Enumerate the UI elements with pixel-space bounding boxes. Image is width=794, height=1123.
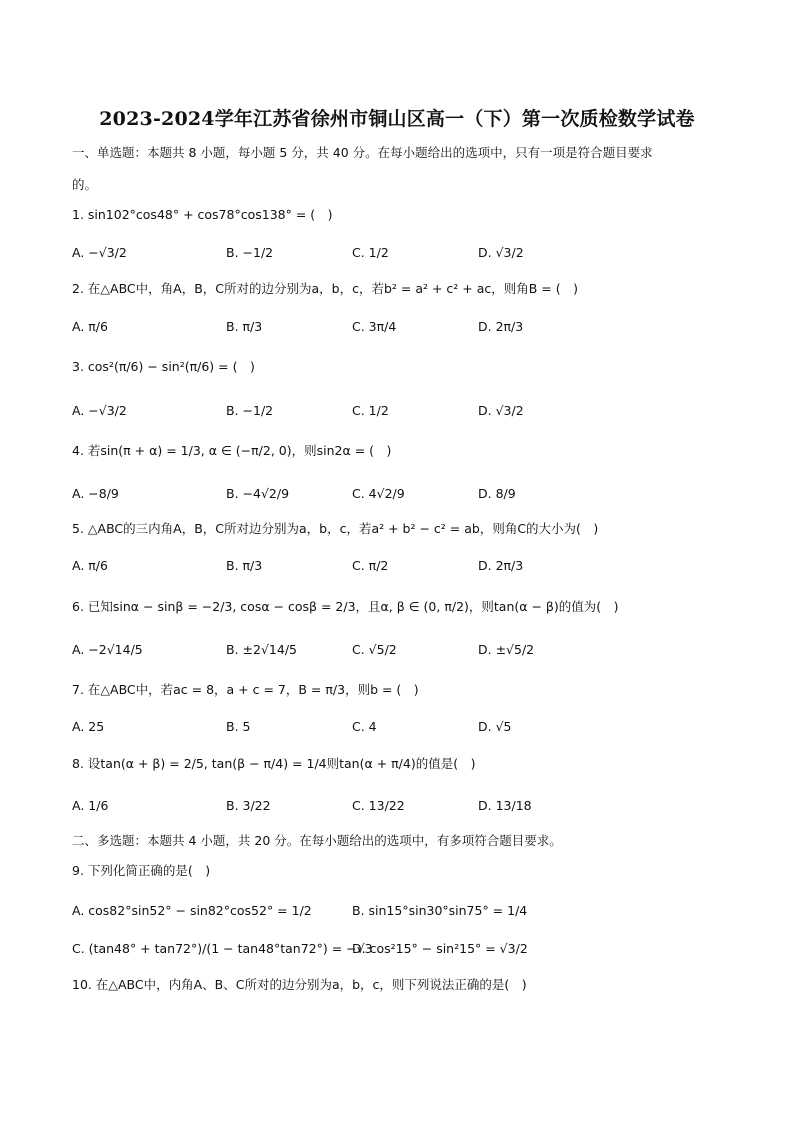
- option-d[interactable]: D. 2π/3: [478, 557, 524, 573]
- option-b[interactable]: B. 5: [226, 718, 251, 734]
- option-b[interactable]: B. π/3: [226, 557, 263, 573]
- option-a[interactable]: A. −8/9: [72, 485, 119, 501]
- option-d[interactable]: D. cos²15° − sin²15° = √3/2: [352, 940, 528, 956]
- section-2-heading: 二、多选题：本题共 4 小题，共 20 分。在每小题给出的选项中，有多项符合题目要求。: [72, 833, 562, 848]
- question-3-stem: 3. cos²(π/6) − sin²(π/6) = ( ): [72, 359, 255, 374]
- option-c[interactable]: C. √5/2: [352, 641, 397, 657]
- question-10-stem: 10. 在△ABC中，内角A、B、C所对的边分别为a，b，c，则下列说法正确的是( ): [72, 977, 527, 992]
- question-1-options: [72, 240, 632, 264]
- option-b[interactable]: B. ±2√14/5: [226, 641, 297, 657]
- option-c[interactable]: C. (tan48° + tan72°)/(1 − tan48°tan72°) = −√3: [72, 940, 373, 956]
- question-7-options: [72, 714, 632, 738]
- option-b[interactable]: B. −1/2: [226, 402, 274, 418]
- option-a[interactable]: A. π/6: [72, 557, 108, 573]
- option-d[interactable]: D. 8/9: [478, 485, 516, 501]
- question-1-stem: 1. sin102°cos48° + cos78°cos138° = ( ): [72, 207, 333, 222]
- question-4-options: [72, 481, 632, 505]
- option-a[interactable]: A. −2√14/5: [72, 641, 143, 657]
- option-c[interactable]: C. 1/2: [352, 402, 389, 418]
- question-2-options: [72, 314, 632, 338]
- option-b[interactable]: B. sin15°sin30°sin75° = 1/4: [352, 902, 528, 918]
- option-b[interactable]: B. −1/2: [226, 244, 274, 260]
- option-d[interactable]: D. √3/2: [478, 244, 524, 260]
- page-title: 2023-2024学年江苏省徐州市铜山区高一（下）第一次质检数学试卷: [99, 108, 695, 130]
- section-1-heading: 一、单选题：本题共 8 小题，每小题 5 分，共 40 分。在每小题给出的选项中，只有一项是符合题目要求: [72, 145, 653, 160]
- option-a[interactable]: A. 1/6: [72, 797, 109, 813]
- question-4-stem: 4. 若sin(π + α) = 1/3, α ∈ (−π/2, 0)，则sin2α = ( ): [72, 443, 392, 458]
- option-c[interactable]: C. π/2: [352, 557, 389, 573]
- question-6-options: [72, 637, 632, 661]
- question-8-stem: 8. 设tan(α + β) = 2/5, tan(β − π/4) = 1/4则tan(α + π/4)的值是( ): [72, 756, 476, 771]
- option-c[interactable]: C. 1/2: [352, 244, 389, 260]
- option-a[interactable]: A. 25: [72, 718, 105, 734]
- question-9-options-row2: [72, 936, 632, 960]
- question-5-stem: 5. △ABC的三内角A，B，C所对边分别为a，b，c，若a² + b² − c² = ab，则角C的大小为( ): [72, 521, 599, 536]
- option-a[interactable]: A. −√3/2: [72, 402, 127, 418]
- option-d[interactable]: D. 13/18: [478, 797, 532, 813]
- option-c[interactable]: C. 4: [352, 718, 377, 734]
- option-c[interactable]: C. 4√2/9: [352, 485, 405, 501]
- option-c[interactable]: C. 13/22: [352, 797, 405, 813]
- option-a[interactable]: A. cos82°sin52° − sin82°cos52° = 1/2: [72, 902, 312, 918]
- option-b[interactable]: B. π/3: [226, 318, 263, 334]
- option-d[interactable]: D. 2π/3: [478, 318, 524, 334]
- option-b[interactable]: B. −4√2/9: [226, 485, 290, 501]
- option-d[interactable]: D. √3/2: [478, 402, 524, 418]
- question-9-stem: 9. 下列化简正确的是( ): [72, 863, 211, 878]
- question-8-options: [72, 793, 632, 817]
- question-5-options: [72, 553, 632, 577]
- question-7-stem: 7. 在△ABC中，若ac = 8，a + c = 7，B = π/3，则b = ( ): [72, 682, 419, 697]
- section-1-heading-cont: 的。: [72, 177, 98, 192]
- option-b[interactable]: B. 3/22: [226, 797, 271, 813]
- question-9-options-row1: [72, 898, 632, 922]
- question-6-stem: 6. 已知sinα − sinβ = −2/3, cosα − cosβ = 2/3，且α, β ∈ (0, π/2)，则tan(α − β)的值为( ): [72, 599, 619, 614]
- option-a[interactable]: A. −√3/2: [72, 244, 127, 260]
- option-d[interactable]: D. √5: [478, 718, 512, 734]
- question-3-options: [72, 398, 632, 422]
- option-c[interactable]: C. 3π/4: [352, 318, 397, 334]
- option-d[interactable]: D. ±√5/2: [478, 641, 535, 657]
- option-a[interactable]: A. π/6: [72, 318, 108, 334]
- question-2-stem: 2. 在△ABC中，角A，B，C所对的边分别为a，b，c，若b² = a² + c² + ac，则角B = ( ): [72, 281, 579, 296]
